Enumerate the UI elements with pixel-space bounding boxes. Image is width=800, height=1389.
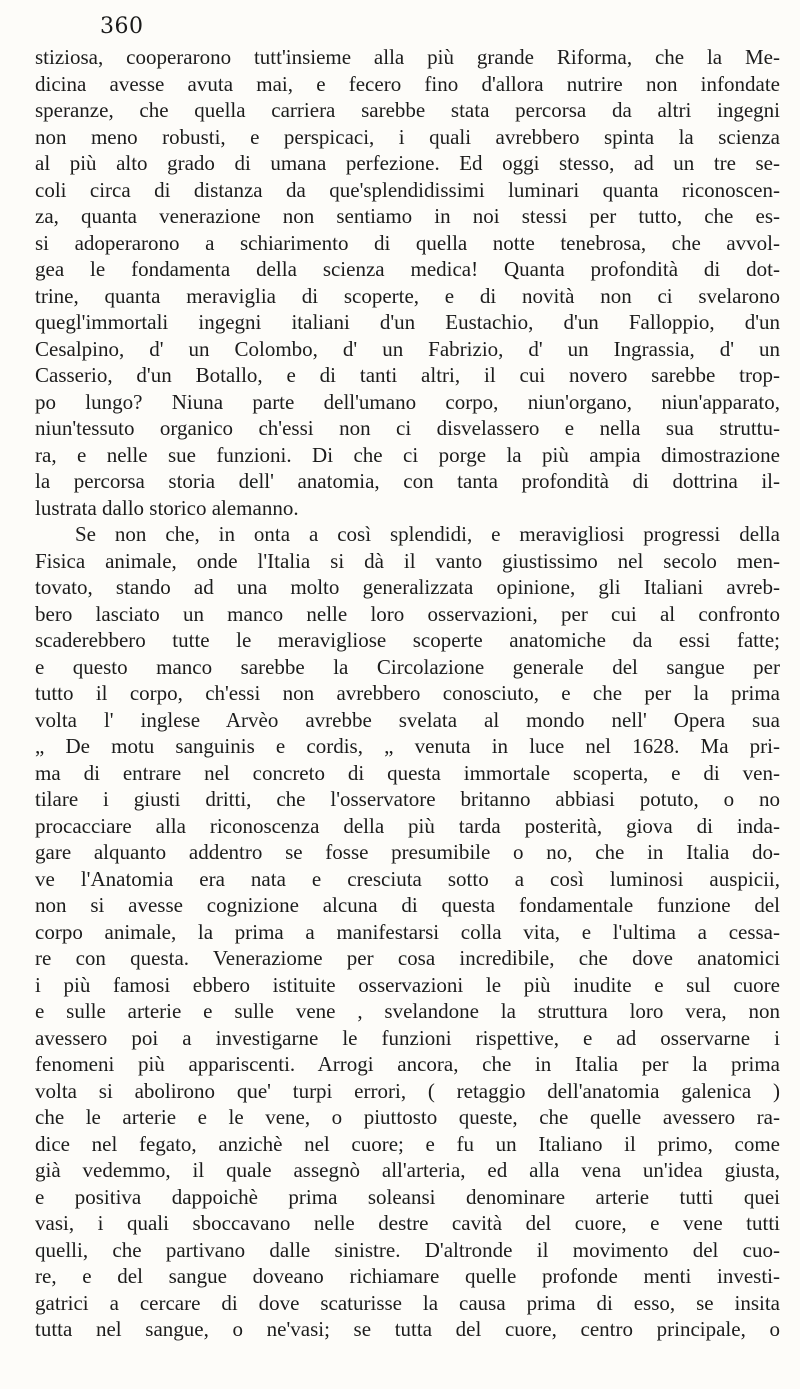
text-line: coli circa di distanza da que'splendidissimi luminari quanta riconoscen- xyxy=(35,177,780,202)
text-line: la percorsa storia dell' anatomia, con tanta profondità di dottrina il- xyxy=(35,469,780,493)
text-line: non si avesse cognizione alcuna di questa fondamentale funzione del xyxy=(35,893,780,917)
paragraph xyxy=(35,44,780,521)
text-line: „ De motu sanguinis e cordis, „ venuta in luce nel 1628. Ma pri- xyxy=(35,734,780,758)
text-line: tutto il corpo, ch'essi non avrebbero conosciuto, e che per la prima xyxy=(35,681,780,705)
paragraph xyxy=(35,521,780,1343)
text-line: e sulle arterie e sulle vene , svelandone la struttura loro vera, non xyxy=(35,999,780,1023)
text-line: ma di entrare nel concreto di questa immortale scoperta, e di ven- xyxy=(35,760,780,785)
text-line: vasi, i quali sboccavano nelle destre cavità del cuore, e vene tutti xyxy=(35,1211,780,1235)
text-line: bero lasciato un manco nelle loro osservazioni, per cui al confronto xyxy=(35,601,780,626)
text-line: scaderebbero tutte le meravigliose scoperte anatomiche da essi fatte; xyxy=(35,628,780,652)
text-line: al più alto grado di umana perfezione. Ed oggi stesso, ad un tre se- xyxy=(35,151,780,175)
text-line: Casserio, d'un Botallo, e di tanti altri, il cui novero sarebbe trop- xyxy=(35,363,780,387)
text-line: trine, quanta meraviglia di scoperte, e di novità non ci svelarono xyxy=(35,283,780,308)
text-line: corpo animale, la prima a manifestarsi colla vita, e l'ultima a cessa- xyxy=(35,919,780,944)
text-line: e questo manco sarebbe la Circolazione generale del sangue per xyxy=(35,654,780,679)
text-line: si adoperarono a schiarimento di quella notte tenebrosa, che avvol- xyxy=(35,230,780,255)
text-line: dicina avesse avuta mai, e fecero fino d'allora nutrire non infondate xyxy=(35,71,780,96)
text-line: re con questa. Veneraziome per cosa incredibile, che dove anatomici xyxy=(35,946,780,970)
text-line: e positiva dappoichè prima soleansi denominare arterie tutti quei xyxy=(35,1184,780,1209)
text-line: Se non che, in onta a così splendidi, e meravigliosi progressi della xyxy=(75,522,780,546)
text-line: gea le fondamenta della scienza medica! Quanta profondità di dot- xyxy=(35,257,780,281)
text-line: tovato, stando ad una molto generalizzata opinione, gli Italiani avreb- xyxy=(35,575,780,599)
text-line: stiziosa, cooperarono tutt'insieme alla più grande Riforma, che la Me- xyxy=(35,45,780,69)
text-line: volta si abolirono que' turpi errori, ( retaggio dell'anatomia galenica ) xyxy=(35,1078,780,1103)
text-line: già vedemmo, il quale assegnò all'arteria, ed alla vena un'idea giusta, xyxy=(35,1158,780,1182)
text-line: che le arterie e le vene, o piuttosto queste, che quelle avessero ra- xyxy=(35,1105,780,1129)
text-line: re, e del sangue doveano richiamare quelle profonde menti investi- xyxy=(35,1264,780,1288)
text-line: volta l' inglese Arvèo avrebbe svelata al mondo nell' Opera sua xyxy=(35,707,780,732)
body-text xyxy=(35,44,780,1343)
text-line: za, quanta venerazione non sentiamo in noi stessi per tutto, che es- xyxy=(35,204,780,228)
text-line: Cesalpino, d' un Colombo, d' un Fabrizio, d' un Ingrassia, d' un xyxy=(35,336,780,361)
text-line: gare alquanto addentro se fosse presumibile o no, che in Italia do- xyxy=(35,840,780,864)
text-line: po lungo? Niuna parte dell'umano corpo, niun'organo, niun'apparato, xyxy=(35,389,780,414)
text-line: lustrata dallo storico alemanno. xyxy=(35,495,299,520)
text-line: tutta nel sangue, o ne'vasi; se tutta del cuore, centro principale, o xyxy=(35,1317,780,1341)
text-line: ve l'Anatomia era nata e cresciuta sotto a così luminosi auspicii, xyxy=(35,866,780,891)
text-line: Fisica animale, onde l'Italia si dà il vanto giustissimo nel secolo men- xyxy=(35,548,780,573)
text-line: tilare i giusti dritti, che l'osservatore britanno abbiasi potuto, o no xyxy=(35,787,780,811)
text-line: ra, e nelle sue funzioni. Di che ci porge la più ampia dimostrazione xyxy=(35,442,780,467)
page-number: 360 xyxy=(100,14,144,39)
text-line: procacciare alla riconoscenza della più tarda posterità, giova di inda- xyxy=(35,813,780,838)
text-line: fenomeni più appariscenti. Arrogi ancora, che in Italia per la prima xyxy=(35,1052,780,1076)
text-line: speranze, che quella carriera sarebbe stata percorsa da altri ingegni xyxy=(35,98,780,122)
text-line: i più famosi ebbero istituite osservazioni le più inudite e sul cuore xyxy=(35,972,780,997)
text-line: quegl'immortali ingegni italiani d'un Eustachio, d'un Falloppio, d'un xyxy=(35,310,780,334)
text-line: dice nel fegato, anzichè nel cuore; e fu un Italiano il primo, come xyxy=(35,1131,780,1156)
text-line: quelli, che partivano dalle sinistre. D'altronde il movimento del cuo- xyxy=(35,1237,780,1262)
text-line: avessero poi a investigarne le funzioni rispettive, e ad osservarne i xyxy=(35,1025,780,1050)
text-line: gatrici a cercare di dove scaturisse la causa prima di esso, se insita xyxy=(35,1290,780,1315)
text-line: niun'tessuto organico ch'essi non ci disvelassero e nella sua struttu- xyxy=(35,416,780,440)
text-line: non meno robusti, e perspicaci, i quali avrebbero spinta la scienza xyxy=(35,124,780,149)
